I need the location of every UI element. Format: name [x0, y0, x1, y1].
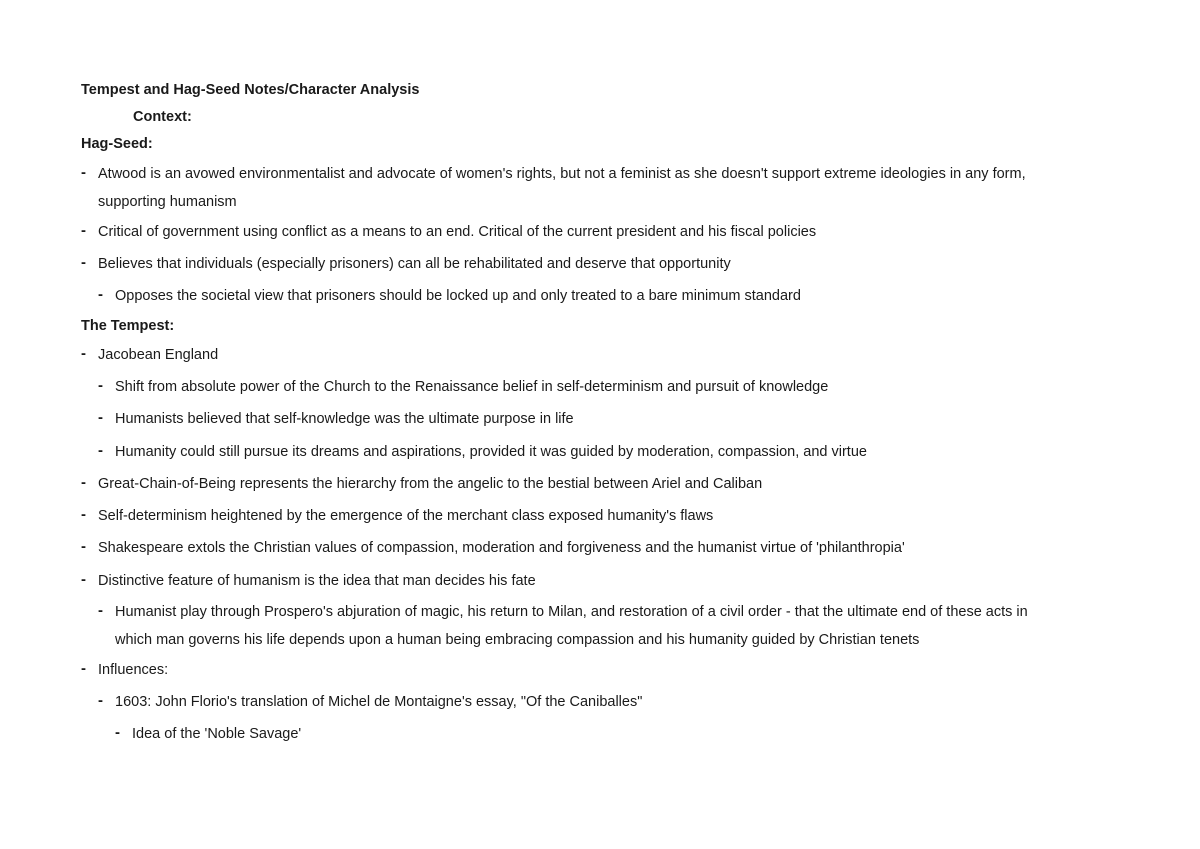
bullet-dash: -	[98, 409, 103, 426]
bullet-dash: -	[98, 377, 103, 394]
bullet-dash: -	[98, 442, 103, 459]
hagseed-bullet-1-line-2: supporting humanism	[98, 194, 237, 210]
hagseed-bullet-2: Critical of government using conflict as a means to an end. Critical of the current president and his fiscal policies	[98, 224, 817, 240]
bullet-dash: -	[115, 724, 120, 741]
tempest-chain: Great-Chain-of-Being represents the hierarchy from the angelic to the bestial between Ariel and Caliban	[98, 476, 763, 492]
bullet-dash: -	[81, 345, 86, 362]
bullet-dash: -	[98, 602, 103, 619]
tempest-influences-subsub: Idea of the 'Noble Savage'	[132, 726, 302, 742]
bullet-dash: -	[81, 474, 86, 491]
tempest-jacobean: Jacobean England	[98, 347, 219, 363]
bullet-dash: -	[81, 571, 86, 588]
bullet-dash: -	[98, 692, 103, 709]
document-title: Tempest and Hag-Seed Notes/Character Analysis	[81, 82, 420, 98]
tempest-jacobean-sub-1: Shift from absolute power of the Church to the Renaissance belief in self-determinism and pursuit of knowledge	[115, 379, 829, 395]
bullet-dash: -	[81, 506, 86, 523]
hagseed-bullet-3: Believes that individuals (especially prisoners) can all be rehabilitated and deserve that opportunity	[98, 256, 731, 272]
bullet-dash: -	[81, 538, 86, 555]
bullet-dash: -	[81, 660, 86, 677]
tempest-influences: Influences:	[98, 662, 169, 678]
tempest-distinctive-sub-line-2: which man governs his life depends upon a human being embracing compassion and his humanity guided by Christian tenets	[115, 632, 920, 648]
hagseed-bullet-1-line-1: Atwood is an avowed environmentalist and advocate of women's rights, but not a feminist as she doesn't support extreme ideologies in any form,	[98, 166, 1026, 182]
bullet-dash: -	[81, 254, 86, 271]
hagseed-bullet-3-sub: Opposes the societal view that prisoners should be locked up and only treated to a bare minimum standard	[115, 288, 801, 304]
bullet-dash: -	[81, 164, 86, 181]
tempest-heading: The Tempest:	[81, 318, 175, 334]
tempest-distinctive: Distinctive feature of humanism is the idea that man decides his fate	[98, 573, 536, 589]
tempest-distinctive-sub-line-1: Humanist play through Prospero's abjuration of magic, his return to Milan, and restoration of a civil order - that the ultimate end of these acts in	[115, 604, 1028, 620]
tempest-jacobean-sub-2: Humanists believed that self-knowledge was the ultimate purpose in life	[115, 411, 574, 427]
tempest-extols: Shakespeare extols the Christian values of compassion, moderation and forgiveness and the humanist virtue of 'philanthropia'	[98, 540, 905, 556]
context-label: Context:	[133, 109, 192, 125]
tempest-jacobean-sub-3: Humanity could still pursue its dreams and aspirations, provided it was guided by moderation, compassion, and virtue	[115, 444, 867, 460]
hagseed-heading: Hag-Seed:	[81, 136, 153, 152]
bullet-dash: -	[81, 222, 86, 239]
bullet-dash: -	[98, 286, 103, 303]
tempest-selfdet: Self-determinism heightened by the emergence of the merchant class exposed humanity's flaws	[98, 508, 714, 524]
tempest-influences-sub: 1603: John Florio's translation of Michel de Montaigne's essay, "Of the Caniballes"	[115, 694, 643, 710]
